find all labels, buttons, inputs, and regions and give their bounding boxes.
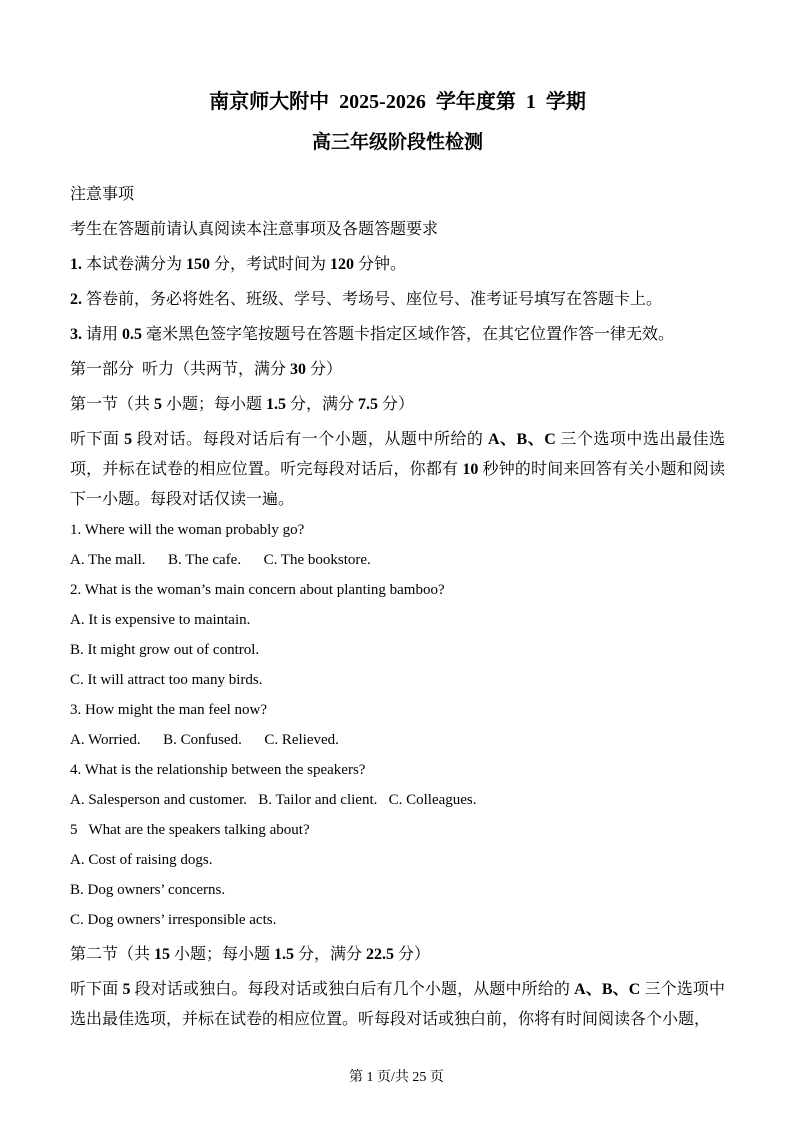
section2-heading: 第二节（共 15 小题；每小题 1.5 分，满分 22.5 分）: [70, 946, 431, 963]
question-2: 2. What is the woman’s main concern about planting bamboo?: [70, 582, 445, 598]
question-5-option-c: C. Dog owners’ irresponsible acts.: [70, 912, 277, 928]
question-2-option-c: C. It will attract too many birds.: [70, 672, 263, 688]
question-3-options: A. Worried. B. Confused. C. Relieved.: [70, 732, 339, 748]
question-4-options: A. Salesperson and customer. B. Tailor and client. C. Colleagues.: [70, 792, 477, 808]
notice-item-3: 3. 请用 0.5 毫米黑色签字笔按题号在答题卡指定区域作答，在其它位置作答一律无效。: [70, 326, 675, 343]
part1-heading: 第一部分 听力（共两节，满分 30 分）: [70, 361, 343, 378]
exam-title-line2: 高三年级阶段性检测: [311, 132, 483, 153]
notice-heading: 注意事项: [70, 186, 135, 203]
question-1-options: A. The mall. B. The cafe. C. The bookstore.: [70, 552, 371, 568]
section2-instructions: 听下面 5 段对话或独白。每段对话或独白后有几个小题，从题中所给的 A、B、C 三个选项中选出最佳选项，并标在试卷的相应位置。听每段对话或独白前，你将有时间阅读各个小题，: [70, 981, 725, 1028]
question-2-option-b: B. It might grow out of control.: [70, 642, 260, 658]
section1-instructions: 听下面 5 段对话。每段对话后有一个小题，从题中所给的 A、B、C 三个选项中选出最佳选项，并标在试卷的相应位置。听完每段对话后，你都有 10 秒钟的时间来回答有关小题和阅读下一小题。每段对话仅读一遍。: [70, 431, 725, 508]
question-1: 1. Where will the woman probably go?: [70, 522, 305, 538]
question-5-option-b: B. Dog owners’ concerns.: [70, 882, 226, 898]
section1-heading: 第一节（共 5 小题；每小题 1.5 分，满分 7.5 分）: [70, 396, 415, 413]
question-5-option-a: A. Cost of raising dogs.: [70, 852, 213, 868]
document-body: [70, 180, 725, 1035]
question-3: 3. How might the man feel now?: [70, 702, 268, 718]
question-4: 4. What is the relationship between the speakers?: [70, 762, 366, 778]
page-footer: 第 1 页/共 25 页: [349, 1070, 444, 1085]
notice-item-1: 1. 本试卷满分为 150 分，考试时间为 120 分钟。: [70, 256, 407, 273]
exam-title-line1: 南京师大附中 2025-2026 学年度第 1 学期: [209, 91, 586, 113]
notice-item-2: 2. 答卷前，务必将姓名、班级、学号、考场号、座位号、准考证号填写在答题卡上。: [70, 291, 663, 308]
question-2-option-a: A. It is expensive to maintain.: [70, 612, 251, 628]
question-5: 5 What are the speakers talking about?: [70, 822, 310, 838]
notice-intro: 考生在答题前请认真阅读本注意事项及各题答题要求: [70, 221, 439, 238]
